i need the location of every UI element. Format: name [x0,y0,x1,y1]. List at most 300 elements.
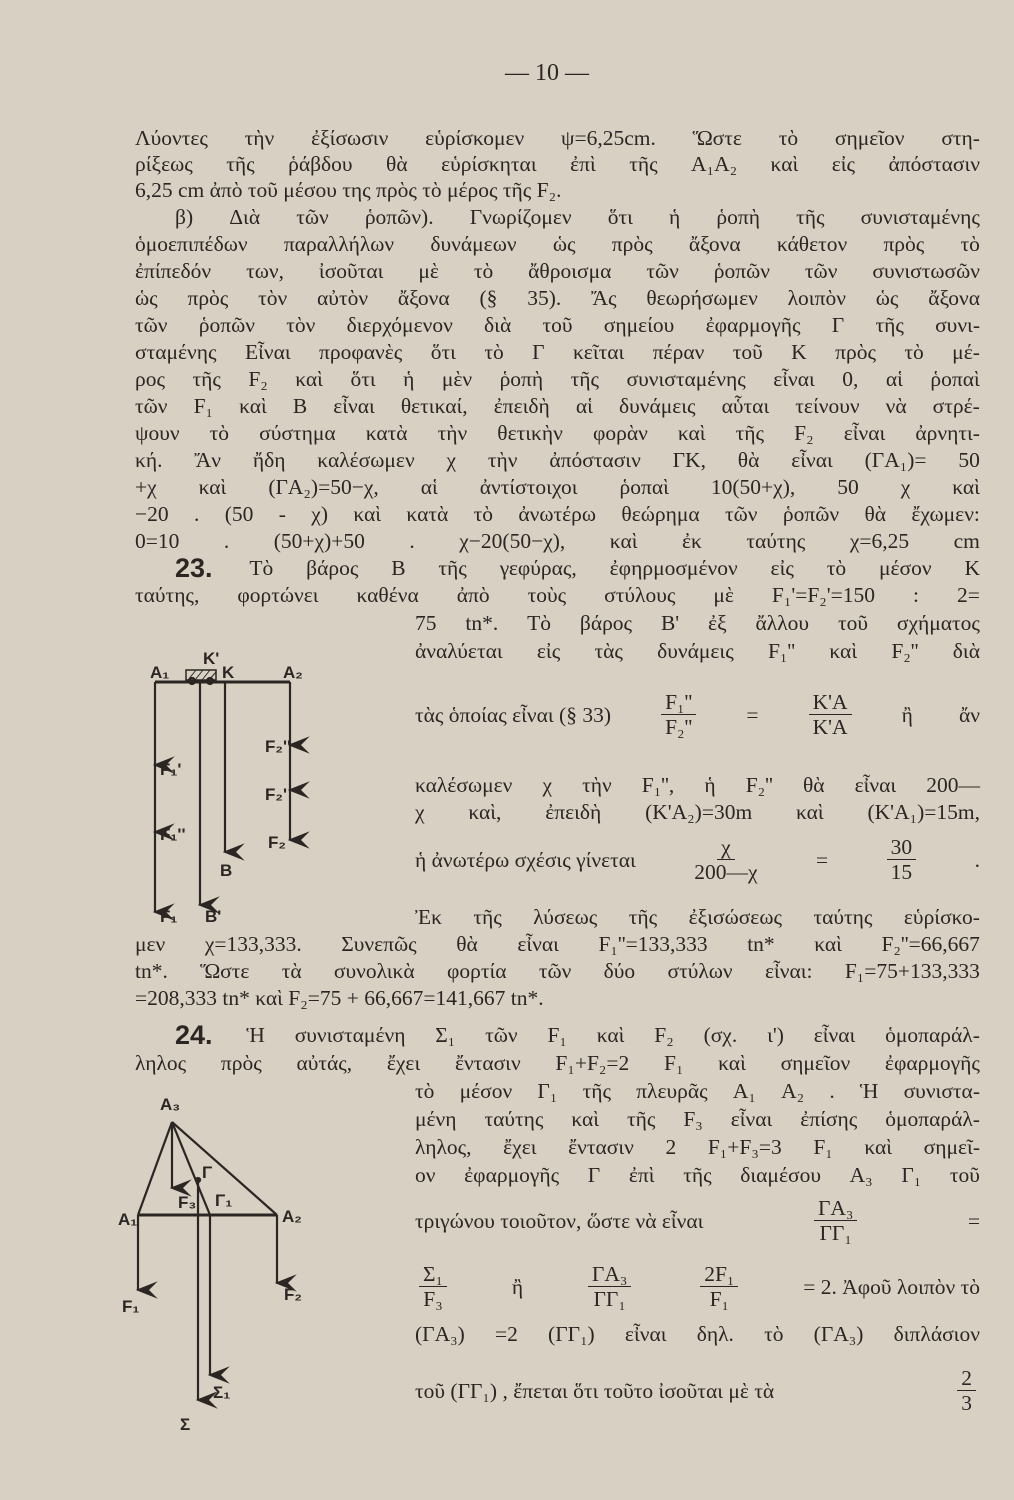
text-segment: καθένα [356,583,419,607]
text-segment: F₁ [813,1135,833,1159]
figure-label: F₁' [160,760,182,779]
text-segment: Γ₁ [537,1079,558,1103]
text-line [415,610,980,636]
text-segment: ῥάβδου [288,152,353,176]
problem-number: 24. [175,1020,213,1050]
text-segment: τῶν [296,205,329,229]
text-line [415,1366,980,1415]
text-segment: ληλος, [415,1135,472,1159]
text-segment: αἱ [420,475,438,499]
text-segment: μέ- [952,340,980,364]
text-segment: F₁+F₃=3 [707,1135,782,1159]
figure-label: F₃ [178,1193,197,1212]
text-segment: ἢ [511,1274,524,1299]
text-segment: καὶ [952,475,980,499]
text-segment: καὶ [814,932,842,956]
text-segment: ἄλλου [755,611,810,635]
text-line [135,501,980,527]
text-segment: Γ [831,313,845,337]
text-segment: πέραν [652,340,705,364]
text-segment: καὶ [770,152,799,176]
text-segment: ἀρνητι- [915,421,980,445]
text-segment: αἱ [575,394,593,418]
text-segment: ῥοπαὶ [619,475,669,499]
text-segment: θετικὴν [497,421,563,445]
text-segment: διὰ [952,639,980,663]
text-segment: ρίξεως [135,152,193,176]
text-segment: ἔχωμεν: [911,502,980,526]
text-segment: τὸ [484,340,504,364]
text-segment: τῆς [226,152,255,176]
text-segment: ὅτι [430,340,456,364]
text-segment: τῆς [473,905,502,929]
text-segment: τὸ [764,1322,784,1346]
text-line [135,958,980,984]
figure-label: Γ₁ [215,1191,233,1210]
text-line [415,1162,980,1188]
text-segment: τοὺς [527,583,567,607]
text-segment: ἀπόστασιν [888,152,980,176]
text-segment: F₁'', [641,773,675,797]
text-segment: ἄξονα [688,232,741,256]
text-segment: Ἐκ [415,905,442,929]
text-segment: Ὥστε [200,959,250,983]
fraction [957,1366,976,1415]
text-segment: τοῦ [732,340,763,364]
text-segment: ρος [135,367,165,391]
text-segment: των, [246,259,284,283]
numerator: F₁'' [661,690,696,715]
text-segment: = [816,847,829,872]
text-segment: (K'A₂)=30m [645,800,753,824]
text-segment: σημεῖον [780,1051,851,1075]
text-segment: λύσεως [533,905,598,929]
text-segment: Ἡ [246,1023,265,1047]
text-segment: . [409,529,415,553]
text-segment: εἶναι [813,1023,856,1047]
text-segment: +χ [135,475,157,499]
fraction [419,1262,447,1311]
text-line [135,582,980,608]
text-segment: - [278,502,286,526]
text-segment: ἀπὸ [456,583,490,607]
text-segment: 75 [415,611,437,635]
text-line [135,151,980,177]
text-segment: F₃ [683,1107,703,1131]
text-segment: β) [175,205,194,229]
denominator: F₃ [423,1287,443,1311]
text-segment: εὑρίσκο- [903,905,980,929]
text-segment: αἱ [885,367,903,391]
denominator: ΓΓ₁ [593,1287,626,1311]
text-segment: 10(50+χ), [710,475,796,499]
text-segment: τῆς [796,205,825,229]
text-segment: ὡς [552,232,576,256]
text-segment: 0=10 [135,529,180,553]
text-segment: τὸ [960,232,980,256]
text-segment: πρὸς [187,286,229,310]
text-segment: μὲ [713,583,734,607]
figure-label: F₁'' [160,825,186,844]
problem-number: 23. [175,553,213,583]
text-segment: τῆς [628,905,658,929]
text-line [175,204,980,230]
text-segment: τῶν [135,394,168,418]
text-segment: εἶναι [773,367,815,391]
text-segment: συνιστωσῶν [872,259,980,283]
text-segment: ἡ [403,367,415,391]
figure-label: K' [203,649,220,668]
text-segment: ἐπειδὴ [545,800,602,824]
denominator: ΓΓ₁ [819,1221,852,1245]
text-segment: τὴν [487,448,518,472]
text-segment: εὑρίσκομεν [425,126,525,150]
text-segment: ταύτης [813,905,873,929]
text-segment: καὶ [829,639,858,663]
text-segment: νὰ [885,394,907,418]
text-segment: σημείου [603,313,675,337]
page-number: — 10 — [505,60,589,86]
text-segment: καὶ [596,1023,625,1047]
text-segment: σημεῖ- [923,1135,980,1159]
text-segment: (50 [224,502,254,526]
text-segment: τὸ [209,421,230,445]
text-segment: πρὸς [611,232,653,256]
text-segment: τῆς [582,1079,611,1103]
text-segment: =208,333 tn* καὶ F₂=75 + 66,667=141,667 tn*. [135,986,544,1010]
text-line [415,1196,980,1245]
text-segment: =2 [494,1322,518,1346]
text-segment: τοῦ [949,1163,980,1187]
text-segment: χ [900,475,911,499]
text-segment: Β [391,556,406,580]
text-segment: τὰ [281,959,302,983]
text-line [135,125,980,151]
text-segment: βάρος [579,611,633,635]
text-segment: F₂''=66,667 [881,932,980,956]
text-segment: ψ=6,25cm. [561,126,656,150]
text-segment: εἰς [831,152,856,176]
denominator: 15 [890,860,913,884]
text-segment: εἶναι [791,448,833,472]
text-segment: μὲ [418,259,439,283]
text-segment: (50+χ)+50 [273,529,365,553]
numerator: K'A [809,690,852,715]
text-segment: στύλων [667,959,733,983]
text-line [135,285,980,311]
text-segment: καὶ [609,529,638,553]
text-segment: θὰ [802,773,825,797]
text-segment: ῥοπῶν [782,502,840,526]
text-segment: εἶναι [517,932,559,956]
text-segment: εἶναι [333,394,375,418]
text-segment: σταμένης [135,340,217,364]
text-segment: Συνεπῶς [341,932,417,956]
text-segment: ὁμοπαράλ- [885,1023,980,1047]
figure-label: Σ [180,1415,191,1434]
text-line [135,393,980,419]
text-line [135,528,980,554]
text-segment: ἐξ [708,611,727,635]
text-segment: τὸ [778,126,799,150]
text-segment: Γνωρίζομεν [469,205,572,229]
text-line [175,555,980,581]
text-segment: τῆς [570,367,600,391]
text-segment: ἐξίσωσιν [311,126,389,150]
text-segment: tn*. [465,611,499,635]
text-segment: F₂'' [745,773,773,797]
text-segment: Τὸ [249,556,274,580]
text-segment: ἢ [901,702,913,727]
text-segment: τὸ [415,1079,435,1103]
text-segment: μέσον [459,1079,513,1103]
text-segment: Διὰ [229,205,261,229]
text-segment: κεῖται [572,340,625,364]
text-line [415,1078,980,1104]
text-segment: ταύτης [746,529,806,553]
text-segment: δυνάμεις [657,639,734,663]
text-segment: ψουν [135,421,180,445]
text-segment: ῥοπῶν [713,259,770,283]
text-segment: ἐπίπεδόν [135,259,212,283]
text-segment: ταύτης [484,1107,544,1131]
text-line [415,690,980,739]
text-segment: (σχ. [703,1023,738,1047]
text-segment: tn* [747,932,775,956]
text-segment: F₂ [248,367,268,391]
text-segment: χ [446,448,457,472]
text-segment: Ἄν [194,448,222,472]
figure-label: Γ [202,1163,213,1182]
text-segment: εἶναι: [764,959,813,983]
text-segment: τὴν [437,421,468,445]
text-segment: Ἄς [591,286,617,310]
text-segment: τῶν [646,259,679,283]
figure-label: F₂' [265,785,287,804]
text-segment: F₁''=133,333 [598,932,708,956]
text-segment: τριγώνου τοιοῦτον, ὥστε νὰ εἶναι [415,1208,704,1233]
numerator: ΓA₃ [814,1196,857,1221]
text-segment: χ−20(50−χ), [459,529,566,553]
denominator: F₁ [709,1287,730,1311]
text-segment: ἔχει [503,1135,537,1159]
text-segment: ἄξονα [397,286,450,310]
text-segment: ἐφαρμογῆς [884,1051,980,1075]
figure-label: B' [205,907,222,926]
text-segment: ταύτης, [135,583,200,607]
text-segment: εἶναι [624,1322,667,1346]
text-segment: ἐπίσης [800,1107,858,1131]
text-segment: Κ [964,556,980,580]
text-segment: συνολικὰ [333,959,415,983]
denominator: F₂'' [665,715,693,739]
text-segment: εἶναι [843,421,886,445]
text-segment: ἤδη [252,448,286,472]
text-segment: Ἡ [859,1079,879,1103]
text-segment: καὶ [795,800,824,824]
text-segment: ἄθροισμα [528,259,612,283]
text-segment: 0, [842,367,859,391]
text-segment: ἐκ [682,529,702,553]
text-segment: B [292,394,308,418]
text-segment: τὴν [582,773,612,797]
figure-label: F₂'' [265,737,292,756]
fraction [661,690,696,739]
text-segment: ἀναλύεται [415,639,503,663]
text-segment: ῥοπαὶ [930,367,980,391]
text-segment: ἔχει [386,1051,421,1075]
text-segment: φορτώνει [237,583,319,607]
denominator: 3 [961,1391,972,1415]
text-segment: τὸν [286,313,316,337]
text-line [415,835,980,884]
text-segment: δυνάμεων [430,232,517,256]
text-segment: ΓΚ, [672,448,706,472]
text-segment: τὸ [826,556,847,580]
text-segment: 50 [837,475,859,499]
text-segment: Γ₁ [901,1163,922,1187]
text-line [135,339,980,365]
text-segment: τῆς [875,313,904,337]
text-segment: τείνουν [795,394,860,418]
text-segment: ἐπὶ [570,152,596,176]
text-line [135,231,980,257]
text-line [135,474,980,500]
text-segment: = 2. Ἀφοῦ λοιπὸν τὸ [803,1274,980,1299]
text-segment: τῆς [627,1107,656,1131]
text-segment: πρὸς [835,340,876,364]
text-line [415,1321,980,1347]
text-segment: Β' [660,611,680,635]
text-segment: ἀνωτέρω [518,502,597,526]
text-line [415,799,980,825]
text-segment: ὡς [875,286,899,310]
text-segment: παραλλήλων [283,232,395,256]
numerator: 30 [887,835,917,860]
text-line [135,931,980,957]
text-segment: δηλ. [696,1322,734,1346]
text-segment: ἐπειδὴ [493,394,550,418]
text-segment: τὸ [904,340,924,364]
figure-label: A₃ [160,1095,181,1114]
text-segment: τῶν [538,959,572,983]
text-segment: A₁ [732,1079,756,1103]
text-segment: ἄξονα [928,286,980,310]
text-segment: καὶ, [468,800,502,824]
text-segment: στρέ- [932,394,980,418]
text-segment: τὸ [473,259,494,283]
text-segment: F₁'=F₂'=150 [771,583,876,607]
text-segment: A₃ [849,1163,873,1187]
text-segment: ἐφαρμογῆς [464,1163,560,1187]
figure-label: F₂ [284,1285,302,1304]
text-segment: δύο [603,959,636,983]
text-segment: τῆς [438,556,467,580]
text-segment: (ΓA₂)=50−χ, [268,475,379,499]
text-segment: καὶ [571,1107,600,1131]
text-segment: : [913,583,920,607]
text-segment: θὰ [864,502,887,526]
text-segment: ἡ [704,773,716,797]
text-segment: 200— [926,773,980,797]
figure-label: F₂ [268,833,286,852]
text-segment: αὐτὸν [317,286,369,310]
text-line [415,772,980,798]
text-segment: ἀντίστοιχοι [479,475,578,499]
text-segment: 50 [958,448,980,472]
text-segment: (ΓA₁)= [864,448,927,472]
text-segment: θεώρημα [621,502,700,526]
text-line [415,904,980,930]
text-segment: καὶ [677,421,706,445]
text-segment: πλευρᾶς [636,1079,708,1103]
text-segment: ἔντασιν [454,1051,521,1075]
text-segment: τῆς [629,152,658,176]
figure-label: B [220,861,233,880]
text-segment: F₁ [547,1023,567,1047]
numerator: 2F₁ [700,1262,738,1287]
text-segment: μένη [415,1107,457,1131]
fraction [694,835,757,884]
text-segment: βάρος [306,556,359,580]
text-segment: τοῦ [837,611,868,635]
text-segment: (ΓA₃) [813,1322,864,1346]
text-segment: τῶν [804,259,838,283]
text-segment: F₁ [664,1051,684,1075]
text-segment: τῶν [725,502,758,526]
text-segment: τῆς [683,1163,712,1187]
text-segment: συνισταμένης [626,367,746,391]
text-segment: A₁A₂ [691,152,738,176]
text-segment: αὐτάς, [296,1051,353,1075]
fraction [809,690,852,739]
text-segment: 2 [665,1135,677,1159]
text-line [415,1262,980,1311]
text-segment: . [974,847,980,872]
numerator: Σ₁ [419,1262,447,1287]
text-line [415,1106,980,1132]
text-segment: (ΓA₃) [415,1322,465,1346]
figure-label: A₁ [150,663,170,682]
text-segment: Εἶναι [244,340,291,364]
text-line [135,985,980,1011]
text-segment: στύλους [604,583,676,607]
text-segment: καὶ [295,367,323,391]
text-segment: τῶν [135,313,168,337]
text-segment: F₂ [794,421,814,445]
text-segment: καλέσωμεν [317,448,415,472]
text-segment: καλέσωμεν [415,773,513,797]
text-segment: Ὥστε [692,126,742,150]
text-segment: Τὸ [527,611,551,635]
text-segment: χ=133,333. [204,932,302,956]
text-segment: διερχόμενον [346,313,453,337]
text-line [135,312,980,338]
text-segment: ὡς [135,286,158,310]
text-line [415,638,980,664]
text-segment: ἡ [669,205,681,229]
text-line [415,1134,980,1160]
text-segment: Λύοντες [135,126,208,150]
text-segment: tn*. [135,959,168,983]
text-segment: ὅτι [607,205,633,229]
denominator: K'A [812,715,848,739]
text-segment: συνιστα- [903,1079,980,1103]
text-segment: ἐφηρμοσμένον [609,556,738,580]
numerator: χ [717,835,735,860]
text-segment: −20 [135,502,169,526]
text-segment: 2= [957,583,980,607]
